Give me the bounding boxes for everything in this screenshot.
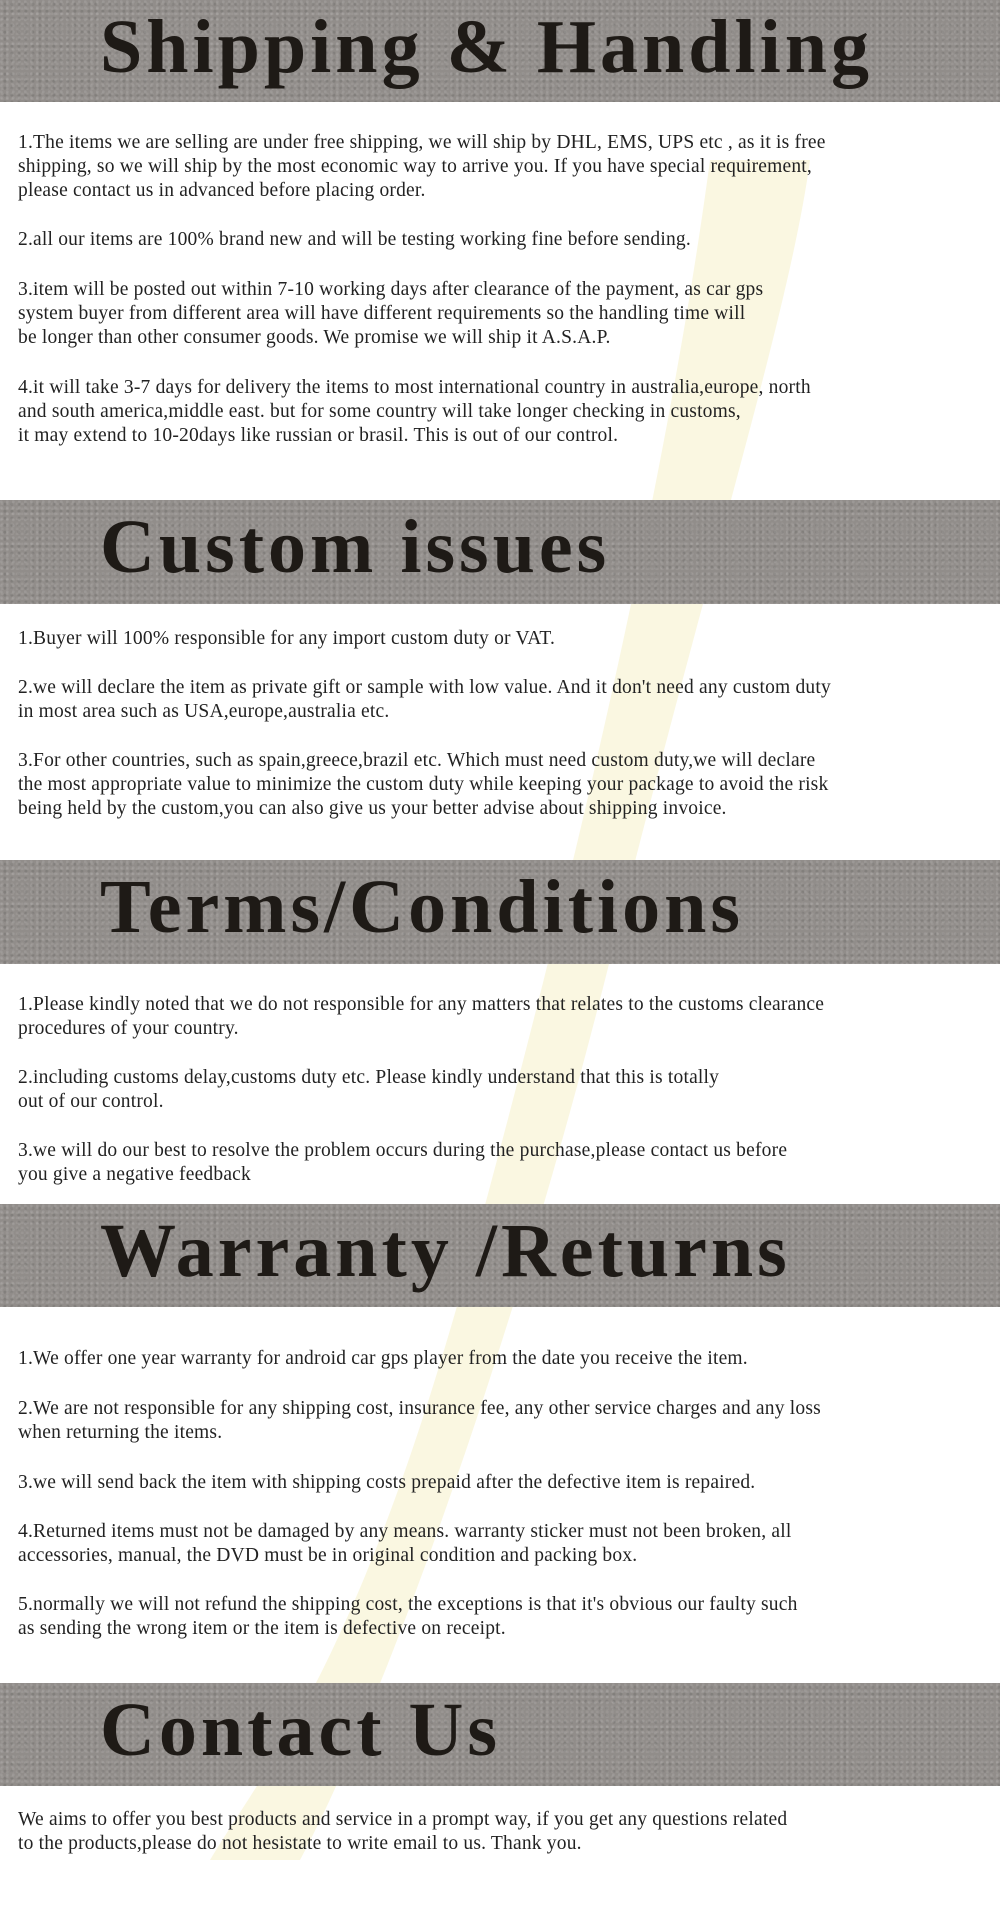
section-header-shipping <box>0 0 1000 102</box>
warranty-paragraph-2: 2.We are not responsible for any shipping cost, insurance fee, any other service charges and any loss when returning the items. <box>18 1398 821 1443</box>
warranty-paragraph-5: 5.normally we will not refund the shipping cost, the exceptions is that it's obvious our faulty such as sending the wrong item or the item is defective on receipt. <box>18 1594 798 1639</box>
section-title-shipping: Shipping & Handling <box>100 5 874 89</box>
custom-paragraph-3: 3.For other countries, such as spain,greece,brazil etc. Which must need custom duty,we will declare the most appropriate value to minimize the custom duty while keeping your package to avoid the risk being held by the custom,you can also give us your better advise about shipping invoice. <box>18 750 829 819</box>
warranty-paragraph-3: 3.we will send back the item with shipping costs prepaid after the defective item is repaired. <box>18 1472 756 1493</box>
shipping-paragraph-4: 4.it will take 3-7 days for delivery the items to most international country in australia,europe, north and south america,middle east. but for some country will take longer checking in customs, it may extend to 10-20days like russian or brasil. This is out of our control. <box>18 377 811 446</box>
custom-paragraph-1: 1.Buyer will 100% responsible for any import custom duty or VAT. <box>18 628 556 649</box>
section-header-terms <box>0 860 1000 964</box>
section-header-custom <box>0 500 1000 604</box>
warranty-paragraph-4: 4.Returned items must not be damaged by any means. warranty sticker must not been broken, all accessories, manual, the DVD must be in original condition and packing box. <box>18 1521 792 1566</box>
section-title-custom: Custom issues <box>100 505 611 589</box>
terms-paragraph-2: 2.including customs delay,customs duty etc. Please kindly understand that this is totally out of our control. <box>18 1067 720 1112</box>
terms-paragraph-3: 3.we will do our best to resolve the problem occurs during the purchase,please contact us before you give a negative feedback <box>18 1140 788 1185</box>
shipping-paragraph-2: 2.all our items are 100% brand new and will be testing working fine before sending. <box>18 229 691 250</box>
custom-paragraph-2: 2.we will declare the item as private gift or sample with low value. And it don't need any custom duty in most area such as USA,europe,australia etc. <box>18 677 831 722</box>
section-title-terms: Terms/Conditions <box>100 865 744 949</box>
warranty-paragraph-1: 1.We offer one year warranty for android car gps player from the date you receive the item. <box>18 1348 748 1369</box>
shipping-paragraph-3: 3.item will be posted out within 7-10 working days after clearance of the payment, as car gps system buyer from different area will have different requirements so the handling time will be longer than other consumer goods. We promise we will ship it A.S.A.P. <box>18 279 764 348</box>
section-title-contact: Contact Us <box>100 1688 501 1772</box>
section-header-contact <box>0 1683 1000 1786</box>
section-title-warranty: Warranty /Returns <box>100 1209 791 1293</box>
terms-paragraph-1: 1.Please kindly noted that we do not responsible for any matters that relates to the customs clearance procedures of your country. <box>18 994 825 1039</box>
shipping-paragraph-1: 1.The items we are selling are under free shipping, we will ship by DHL, EMS, UPS etc , as it is free shipping, so we will ship by the most economic way to arrive you. If you have special requirement, please contact us in advanced before placing order. <box>18 132 826 201</box>
contact-paragraph-1: We aims to offer you best products and service in a prompt way, if you get any questions related to the products,please do not hesistate to write email to us. Thank you. <box>18 1809 788 1854</box>
section-header-warranty <box>0 1204 1000 1307</box>
